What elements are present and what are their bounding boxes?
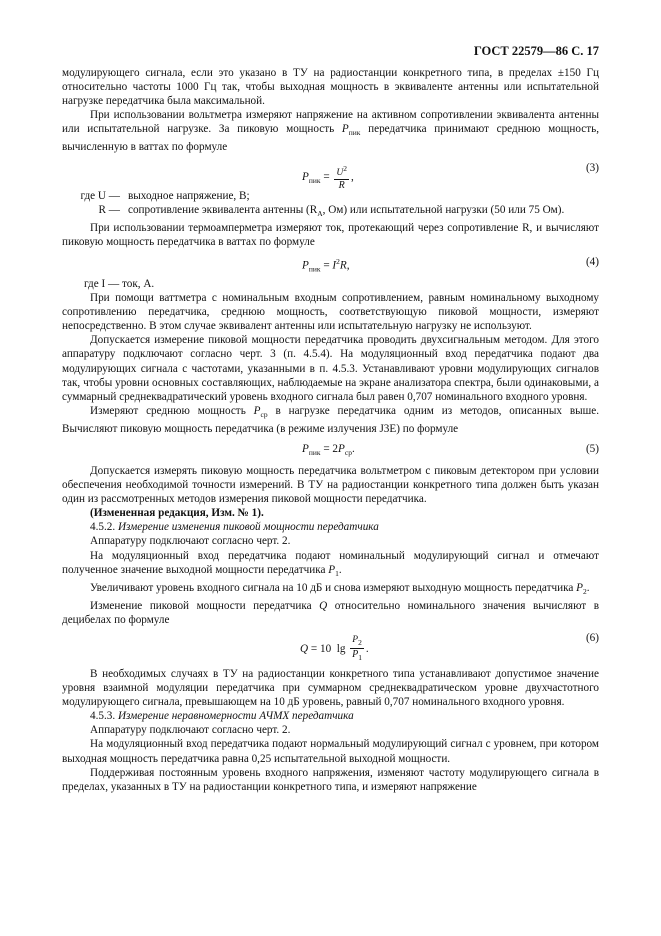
paragraph-1: модулирующего сигнала, если это указано в ТУ на радиостанции конкретного типа, в пределах ±150 Гц относительно частоты 1000 Гц так, чтобы выходная мощность в эквиваленте антенны или испытательной нагрузке передатчика была максимальной. [62,67,599,108]
section-4-5-2: 4.5.2. Измерение изменения пиковой мощности передатчика [90,521,379,534]
formula-3: $P_{пик}$ = $\frac{U^2}{R}$ , (3) [302,161,599,191]
formula-4-number: (4) [585,255,599,268]
formula-6: Q = 10 lg $\frac{P_2}{P_1}$ . (6) [300,632,599,662]
formula-3-number: (3) [585,161,599,174]
formula-5-number: (5) [585,442,599,455]
document-page [62,44,599,794]
paragraph-13: В необходимых случаях в ТУ на радиостанции конкретного типа устанавливают допустимое значение уровня взаимной модуляции передатчика при суммарном среднеквадратическом уровне двухчастотного модулирующего сигнала, превышающем на 10 дБ уровень, равный 0,707 номинального входного уровня. [62,668,599,709]
paragraph-12: Изменение пиковой мощности передатчика Q относительно номинального значения вычисляют в децибелах по формуле [62,599,600,626]
paragraph-10: На модуляционный вход передатчика подают номинальный модулирующий сигнал и отмечают полученное значение выходной мощности передатчика $P_1$. [62,549,599,578]
paragraph-6: Измеряют среднюю мощность $P_{ср}$ в нагрузке передатчика одним из методов, описанных выше. Вычисляют пиковую мощность передатчика (в режиме излучения J3E) по формуле [62,404,600,435]
where-U: где U — выходное напряжение, В; [80,189,250,202]
section-4-5-3: 4.5.3. Измерение неравномерности АЧМХ передатчика [90,710,354,723]
page-header: ГОСТ 22579—86 С. 17 [473,44,599,58]
paragraph-5: Допускается измерение пиковой мощности передатчика проводить двухсигнальным методом. Для этого аппаратуру подключают согласно черт. 3 (п. 4.5.4). На модуляционный вход передатчика подают два модулирующих сигнала с частотами, указанными в п. 4.5.3. Устанавливают уровни модулирующих сигналов так, чтобы уровни основных составляющих, наблюдаемые на экране анализатора спектра, были одинаковыми, а суммарный среднеквадратический уровень входного сигнала был равен 0,707 номинального входного уровня. [62,334,599,403]
where-I: где I — ток, А. [84,277,155,290]
formula-4: $P_{пик} = I^2R$, (4) [302,255,599,274]
paragraph-15: На модуляционный вход передатчика подают нормальный модулирующий сигнал с уровнем, при котором выходная мощность передатчика равна 0,25 испытательной выходной мощности. [62,738,599,765]
paragraph-11: Увеличивают уровень входного сигнала на 10 дБ и снова измеряют выходную мощность передатчика $P_2$. [90,581,590,596]
paragraph-2: При использовании вольтметра измеряют напряжение на активном сопротивлении эквивалента антенны или испытательной нагрузке. За пиковую мощность $P_{пик}$ передатчика принимают среднюю мощность, вычисленную в ваттах по формуле [62,109,599,154]
paragraph-9: Аппаратуру подключают согласно черт. 2. [90,535,291,548]
where-R: R — сопротивление эквивалента антенны ($R_А$, Ом) или испытательной нагрузки (50 или 75 Ом). [98,203,565,218]
formula-5: $P_{пик} = 2P_{ср}$. (5) [302,442,599,457]
paragraph-14: Аппаратуру подключают согласно черт. 2. [90,724,291,737]
paragraph-3: При использовании термоамперметра измеряют ток, протекающий через сопротивление R, и вычисляют пиковую мощность передатчика в ваттах по формуле [62,221,599,248]
formula-6-number: (6) [585,632,599,644]
paragraph-4: При помощи ваттметра с номинальным входным сопротивлением, равным номинальному выходному сопротивлению передатчика, среднюю мощность, соответствующую пиковой мощности, измеряют непосредственно. В этом случае эквивалент антенны или испытательную нагрузку не используют. [62,292,599,333]
paragraph-16: Поддерживая постоянным уровень входного напряжения, изменяют частоту модулирующего сигнала в пределах, указанных в ТУ на радиостанции конкретного типа, и измеряют напряжение [62,766,599,793]
paragraph-7: Допускается измерять пиковую мощность передатчика вольтметром с пиковым детектором при условии обеспечения необходимой точности измерений. В ТУ на радиостанции конкретного типа должен быть указан один из рассмотренных методов измерения пиковой мощности передатчика. [62,464,599,506]
amendment-note: (Измененная редакция, Изм. № 1). [90,507,264,520]
